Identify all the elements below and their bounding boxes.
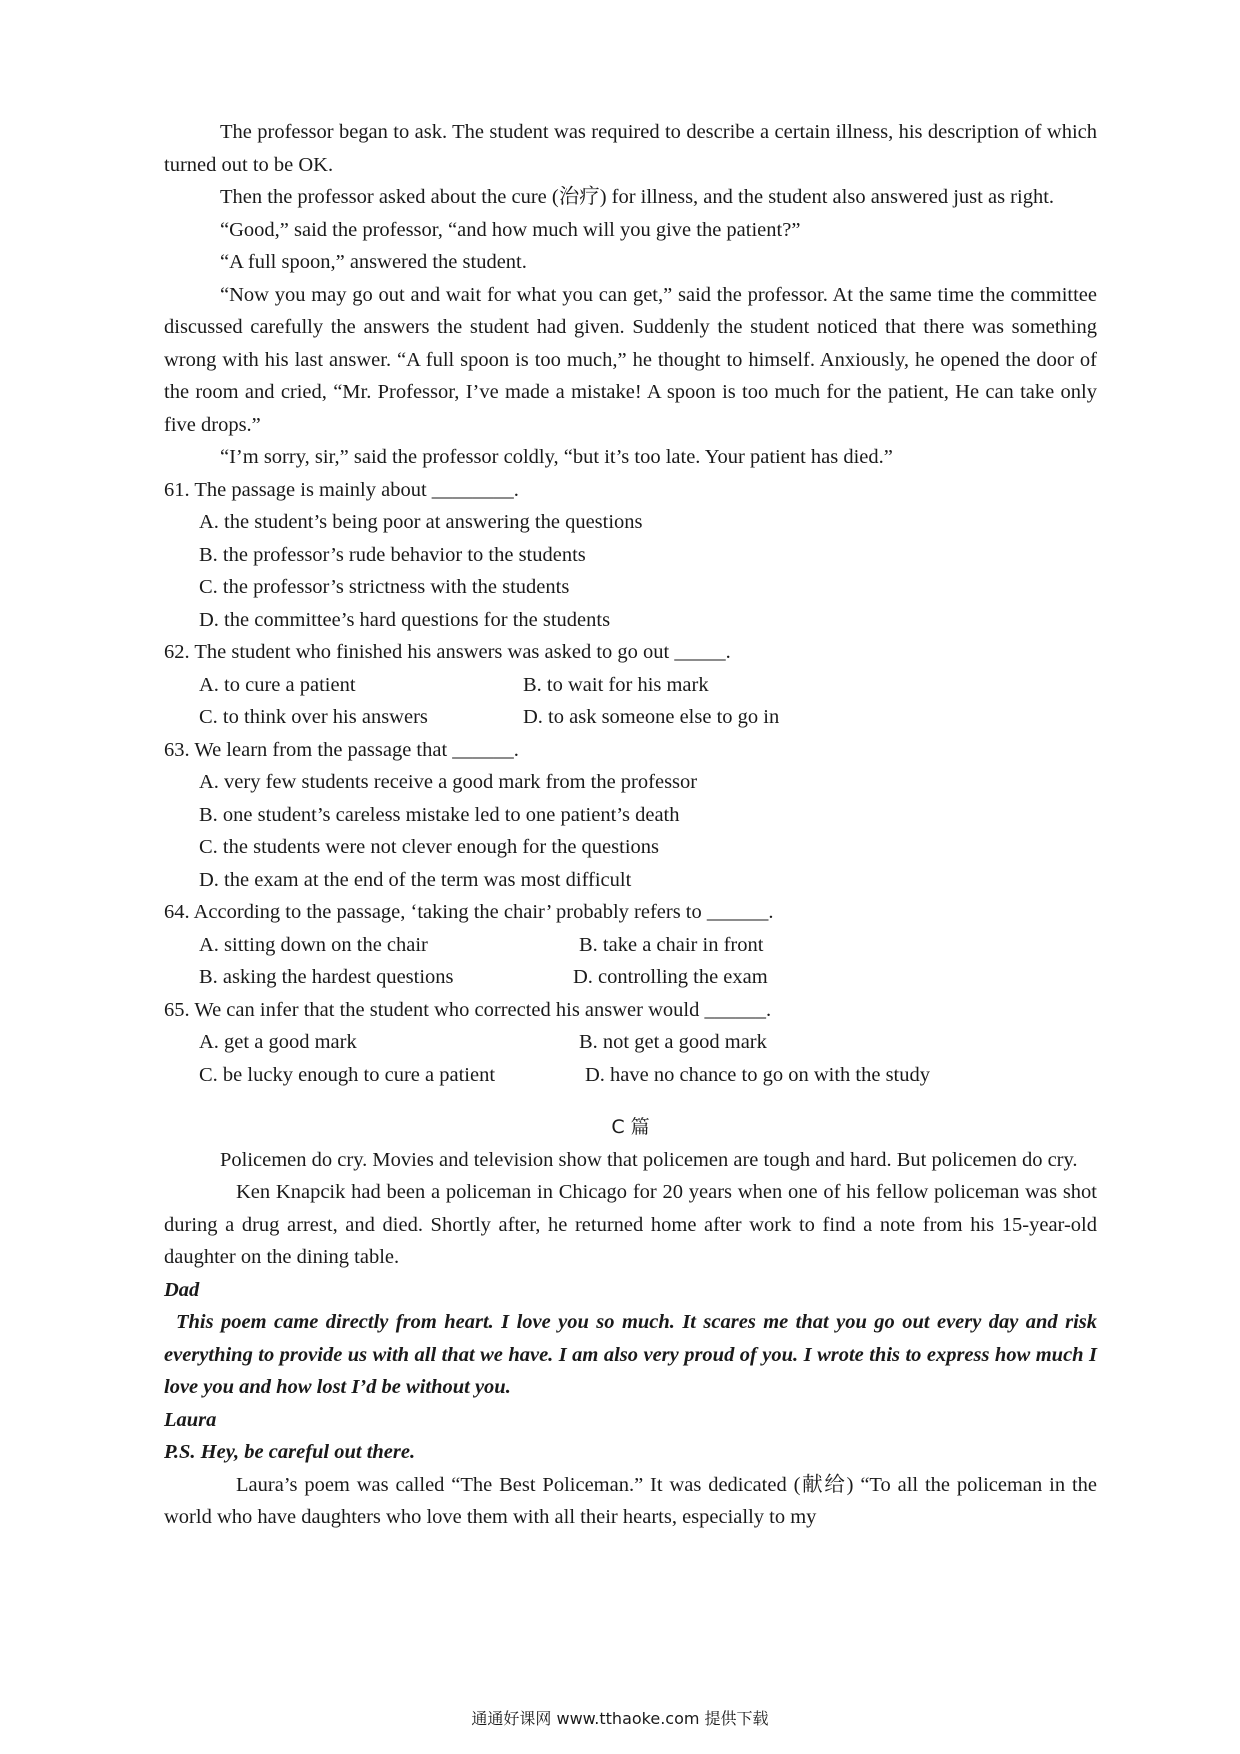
- question-62-option-d: D. to ask someone else to go in: [523, 706, 780, 728]
- question-64-options-row-2: [164, 961, 1097, 994]
- question-65-option-b: B. not get a good mark: [579, 1031, 767, 1053]
- question-64-option-c: B. asking the hardest questions: [199, 966, 454, 988]
- note-salutation: Dad: [164, 1278, 200, 1301]
- question-61-option-a: A. the student’s being poor at answering the questions: [199, 511, 643, 533]
- section-c-paragraph-3: Laura’s poem was called “The Best Policeman.” It was dedicated (献给) “To all the policeman in the world who have daughters who love them with all their hearts, especially to my: [164, 1473, 1097, 1528]
- question-65-stem: 65. We can infer that the student who corrected his answer would ______.: [164, 998, 772, 1021]
- question-63-option-c: C. the students were not clever enough for the questions: [199, 836, 659, 858]
- question-65-option-c: C. be lucky enough to cure a patient: [199, 1063, 496, 1086]
- passage-b-paragraph-3: “Good,” said the professor, “and how much will you give the patient?”: [220, 218, 801, 241]
- passage-b-paragraph-6: “I’m sorry, sir,” said the professor coldly, “but it’s too late. Your patient has died.”: [220, 446, 893, 468]
- question-62-option-b: B. to wait for his mark: [523, 673, 709, 696]
- question-65-options-row-2: [164, 1059, 1097, 1092]
- question-64-stem: 64. According to the passage, ‘taking the chair’ probably refers to ______.: [164, 901, 774, 923]
- question-65-option-a: A. get a good mark: [199, 1031, 357, 1053]
- section-c-paragraph-2: Ken Knapcik had been a policeman in Chicago for 20 years when one of his fellow policeman was shot during a drug arrest, and died. Shortly after, he returned home after work to find a note from his 15-year-old daughter on the dining table.: [164, 1181, 1097, 1268]
- question-65-option-d: D. have no chance to go on with the study: [585, 1063, 931, 1086]
- passage-b-paragraph-2: Then the professor asked about the cure (治疗) for illness, and the student also answered just as right.: [220, 186, 1055, 208]
- question-61-option-c: C. the professor’s strictness with the students: [199, 576, 570, 598]
- question-61-stem: 61. The passage is mainly about ________.: [164, 478, 519, 501]
- note-body: This poem came directly from heart. I love you so much. It scares me that you go out every day and risk everything to provide us with all that we have. I am also very proud of you. I wrote this to express how much I love you and how lost I’d be without you.: [164, 1311, 1097, 1398]
- question-64-option-d: D. controlling the exam: [573, 966, 768, 988]
- passage-b-paragraph-5: “Now you may go out and wait for what you can get,” said the professor. At the same time the committee discussed carefully the answers the student had given. Suddenly the student noticed that there was something wrong with his last answer. “A full spoon is too much,” he thought to himself. Anxiously, he opened the door of the room and cried, “Mr. Professor, I’ve made a mistake! A spoon is too much for the patient, He can take only five drops.”: [164, 283, 1097, 436]
- question-62-stem: 62. The student who finished his answers was asked to go out _____.: [164, 641, 731, 663]
- question-62-option-c: C. to think over his answers: [199, 706, 428, 728]
- question-62-option-a: A. to cure a patient: [199, 673, 356, 696]
- question-63-option-b: B. one student’s careless mistake led to one patient’s death: [199, 803, 680, 826]
- question-62-options-row-1: [164, 669, 1097, 702]
- page-footer: 通通好课网 www.tthaoke.com 提供下载: [471, 1709, 769, 1728]
- question-64-options-row-1: [164, 929, 1097, 962]
- passage-b-paragraph-1: The professor began to ask. The student was required to describe a certain illness, his description of which turned out to be OK.: [164, 121, 1097, 176]
- question-63-option-d: D. the exam at the end of the term was most difficult: [199, 868, 632, 891]
- note-ps: P.S. Hey, be careful out there.: [164, 1441, 416, 1463]
- passage-b-paragraph-4: “A full spoon,” answered the student.: [220, 251, 527, 273]
- question-65-options-row-1: [164, 1026, 1097, 1059]
- question-64-option-b: B. take a chair in front: [579, 933, 764, 956]
- section-c-title: C 篇: [611, 1116, 650, 1138]
- question-62-options-row-2: [164, 701, 1097, 734]
- question-63-option-a: A. very few students receive a good mark from the professor: [199, 771, 698, 793]
- question-61-option-b: B. the professor’s rude behavior to the students: [199, 543, 586, 566]
- question-61-option-d: D. the committee’s hard questions for the students: [199, 608, 611, 631]
- question-64-option-a: A. sitting down on the chair: [199, 933, 428, 956]
- section-c-paragraph-1: Policemen do cry. Movies and television show that policemen are tough and hard. But policemen do cry.: [220, 1148, 1078, 1171]
- note-signature: Laura: [164, 1408, 217, 1431]
- question-63-stem: 63. We learn from the passage that ______.: [164, 738, 519, 761]
